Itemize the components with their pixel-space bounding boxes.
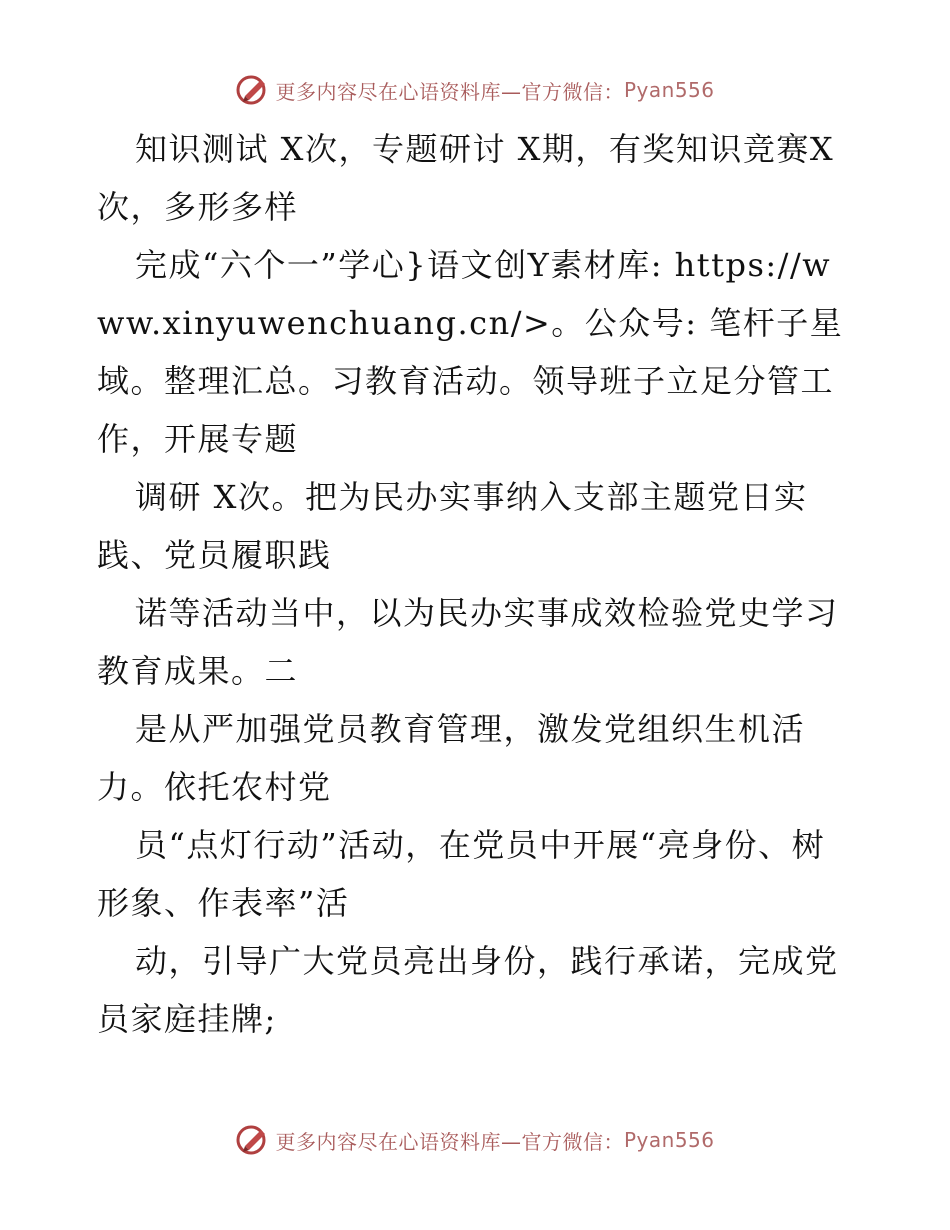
paragraph-5: 是从严加强党员教育管理，激发党组织生机活力。依托农村党 [97, 710, 806, 806]
paragraph-7: 动，引导广大党员亮出身份，践行承诺，完成党员家庭挂牌; [97, 942, 839, 1038]
paragraph-3: 调研 X次。把为民办实事纳入支部主题党日实践、党员履职践 [97, 478, 808, 574]
pen-nib-icon [235, 72, 271, 108]
document-body [97, 120, 857, 1048]
watermark-text: 更多内容尽在心语资料库—官方微信： [275, 79, 624, 104]
watermark-wechat-id: Pyan556 [623, 1128, 715, 1152]
footer-watermark [0, 1120, 950, 1160]
watermark-wechat-id: Pyan556 [623, 78, 715, 102]
watermark-text: 更多内容尽在心语资料库—官方微信： [275, 1129, 624, 1154]
pen-nib-icon [235, 1122, 271, 1158]
paragraph-4: 诺等活动当中，以为民办实事成效检验党史学习教育成果。二 [97, 594, 839, 690]
paragraph-2: 完成“六个一”学心}语文创Y素材库: https://www.xinyuwenchuang.cn/>。公众号: 笔杆子星域。整理汇总。习教育活动。领导班子立足分管工作，开展专题 [97, 246, 844, 458]
paragraph-6: 员“点灯行动”活动，在党员中开展“亮身份、树形象、作表率”活 [97, 826, 826, 922]
paragraph-1: 知识测试 X次，专题研讨 X期，有奖知识竞赛X次，多形多样 [97, 130, 835, 226]
header-watermark [0, 70, 950, 110]
